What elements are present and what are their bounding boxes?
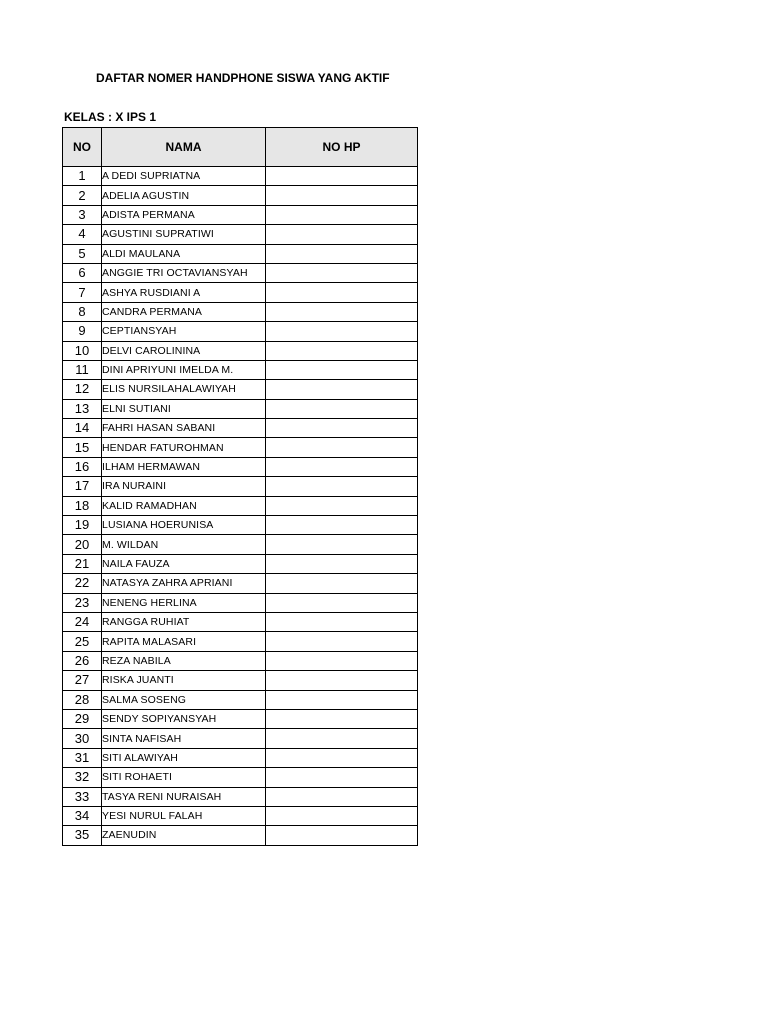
row-number: 22 — [63, 574, 102, 593]
phone-number-cell[interactable] — [266, 167, 418, 186]
student-name: CANDRA PERMANA — [102, 302, 266, 321]
student-name: KALID RAMADHAN — [102, 496, 266, 515]
table-row — [63, 554, 418, 573]
header-no: NO — [63, 128, 102, 167]
phone-number-cell[interactable] — [266, 554, 418, 573]
student-name: RAPITA MALASARI — [102, 632, 266, 651]
table-row — [63, 806, 418, 825]
phone-number-cell[interactable] — [266, 593, 418, 612]
row-number: 3 — [63, 205, 102, 224]
phone-number-cell[interactable] — [266, 399, 418, 418]
student-name: REZA NABILA — [102, 651, 266, 670]
table-row — [63, 360, 418, 379]
row-number: 1 — [63, 167, 102, 186]
table-row — [63, 632, 418, 651]
table-header — [63, 128, 418, 167]
phone-number-cell[interactable] — [266, 671, 418, 690]
student-name: ELNI SUTIANI — [102, 399, 266, 418]
phone-number-cell[interactable] — [266, 186, 418, 205]
phone-number-cell[interactable] — [266, 651, 418, 670]
student-name: SITI ROHAETI — [102, 768, 266, 787]
phone-number-cell[interactable] — [266, 283, 418, 302]
table-row — [63, 535, 418, 554]
phone-number-cell[interactable] — [266, 322, 418, 341]
row-number: 35 — [63, 826, 102, 845]
table-row — [63, 302, 418, 321]
table-row — [63, 341, 418, 360]
row-number: 2 — [63, 186, 102, 205]
row-number: 31 — [63, 748, 102, 767]
table-row — [63, 438, 418, 457]
class-label: KELAS : X IPS 1 — [64, 110, 157, 124]
phone-number-cell[interactable] — [266, 360, 418, 379]
phone-number-cell[interactable] — [266, 632, 418, 651]
table-row — [63, 593, 418, 612]
table-row — [63, 709, 418, 728]
phone-number-cell[interactable] — [266, 612, 418, 631]
phone-number-cell[interactable] — [266, 205, 418, 224]
table-row — [63, 690, 418, 709]
row-number: 34 — [63, 806, 102, 825]
table-row — [63, 671, 418, 690]
phone-number-cell[interactable] — [266, 496, 418, 515]
student-name: ADISTA PERMANA — [102, 205, 266, 224]
table-row — [63, 186, 418, 205]
row-number: 27 — [63, 671, 102, 690]
phone-number-cell[interactable] — [266, 457, 418, 476]
row-number: 12 — [63, 380, 102, 399]
row-number: 26 — [63, 651, 102, 670]
row-number: 6 — [63, 263, 102, 282]
row-number: 16 — [63, 457, 102, 476]
row-number: 25 — [63, 632, 102, 651]
student-name: ZAENUDIN — [102, 826, 266, 845]
student-name: NATASYA ZAHRA APRIANI — [102, 574, 266, 593]
table-row — [63, 516, 418, 535]
phone-number-cell[interactable] — [266, 748, 418, 767]
row-number: 33 — [63, 787, 102, 806]
phone-number-cell[interactable] — [266, 535, 418, 554]
row-number: 15 — [63, 438, 102, 457]
table-row — [63, 457, 418, 476]
row-number: 7 — [63, 283, 102, 302]
phone-number-cell[interactable] — [266, 244, 418, 263]
phone-number-cell[interactable] — [266, 806, 418, 825]
row-number: 23 — [63, 593, 102, 612]
table-row — [63, 496, 418, 515]
phone-number-cell[interactable] — [266, 341, 418, 360]
header-row — [63, 128, 418, 167]
table-row — [63, 419, 418, 438]
row-number: 21 — [63, 554, 102, 573]
student-name: FAHRI HASAN SABANI — [102, 419, 266, 438]
row-number: 17 — [63, 477, 102, 496]
row-number: 24 — [63, 612, 102, 631]
header-name: NAMA — [102, 128, 266, 167]
student-name: IRA NURAINI — [102, 477, 266, 496]
row-number: 29 — [63, 709, 102, 728]
table-row — [63, 167, 418, 186]
row-number: 32 — [63, 768, 102, 787]
table-row — [63, 477, 418, 496]
table-row — [63, 380, 418, 399]
table-row — [63, 787, 418, 806]
row-number: 20 — [63, 535, 102, 554]
table-row — [63, 225, 418, 244]
student-name: SENDY SOPIYANSYAH — [102, 709, 266, 728]
phone-number-cell[interactable] — [266, 787, 418, 806]
header-phone: NO HP — [266, 128, 418, 167]
row-number: 10 — [63, 341, 102, 360]
table-row — [63, 322, 418, 341]
phone-number-cell[interactable] — [266, 516, 418, 535]
row-number: 14 — [63, 419, 102, 438]
student-name: RANGGA RUHIAT — [102, 612, 266, 631]
phone-number-cell[interactable] — [266, 477, 418, 496]
student-name: DINI APRIYUNI IMELDA M. — [102, 360, 266, 379]
table-row — [63, 651, 418, 670]
row-number: 5 — [63, 244, 102, 263]
row-number: 11 — [63, 360, 102, 379]
phone-number-cell[interactable] — [266, 574, 418, 593]
table-row — [63, 748, 418, 767]
phone-number-cell[interactable] — [266, 263, 418, 282]
row-number: 19 — [63, 516, 102, 535]
table-row — [63, 612, 418, 631]
phone-number-cell[interactable] — [266, 826, 418, 845]
student-name: ILHAM HERMAWAN — [102, 457, 266, 476]
table-row — [63, 283, 418, 302]
table-row — [63, 768, 418, 787]
row-number: 9 — [63, 322, 102, 341]
student-phone-table — [62, 127, 418, 846]
student-name: A DEDI SUPRIATNA — [102, 167, 266, 186]
table-row — [63, 263, 418, 282]
phone-number-cell[interactable] — [266, 729, 418, 748]
student-name: SINTA NAFISAH — [102, 729, 266, 748]
phone-number-cell[interactable] — [266, 690, 418, 709]
student-name: LUSIANA HOERUNISA — [102, 516, 266, 535]
phone-number-cell[interactable] — [266, 768, 418, 787]
phone-number-cell[interactable] — [266, 438, 418, 457]
document-title: DAFTAR NOMER HANDPHONE SISWA YANG AKTIF — [96, 71, 390, 85]
student-name: NENENG HERLINA — [102, 593, 266, 612]
student-name: SALMA SOSENG — [102, 690, 266, 709]
student-name: CEPTIANSYAH — [102, 322, 266, 341]
phone-number-cell[interactable] — [266, 709, 418, 728]
student-name: ADELIA AGUSTIN — [102, 186, 266, 205]
student-name: AGUSTINI SUPRATIWI — [102, 225, 266, 244]
table-body — [63, 167, 418, 846]
table-row — [63, 399, 418, 418]
table-row — [63, 574, 418, 593]
student-name: NAILA FAUZA — [102, 554, 266, 573]
table-row — [63, 244, 418, 263]
table-row — [63, 729, 418, 748]
student-name: HENDAR FATUROHMAN — [102, 438, 266, 457]
student-name: YESI NURUL FALAH — [102, 806, 266, 825]
phone-number-cell[interactable] — [266, 380, 418, 399]
phone-number-cell[interactable] — [266, 419, 418, 438]
row-number: 13 — [63, 399, 102, 418]
student-name: DELVI CAROLININA — [102, 341, 266, 360]
student-name: ANGGIE TRI OCTAVIANSYAH — [102, 263, 266, 282]
row-number: 30 — [63, 729, 102, 748]
student-name: M. WILDAN — [102, 535, 266, 554]
row-number: 28 — [63, 690, 102, 709]
student-name: ASHYA RUSDIANI A — [102, 283, 266, 302]
phone-number-cell[interactable] — [266, 302, 418, 321]
table-row — [63, 826, 418, 845]
table-row — [63, 205, 418, 224]
row-number: 8 — [63, 302, 102, 321]
student-name: ALDI MAULANA — [102, 244, 266, 263]
student-name: TASYA RENI NURAISAH — [102, 787, 266, 806]
student-name: ELIS NURSILAHALAWIYAH — [102, 380, 266, 399]
phone-number-cell[interactable] — [266, 225, 418, 244]
row-number: 4 — [63, 225, 102, 244]
row-number: 18 — [63, 496, 102, 515]
student-name: RISKA JUANTI — [102, 671, 266, 690]
student-name: SITI ALAWIYAH — [102, 748, 266, 767]
